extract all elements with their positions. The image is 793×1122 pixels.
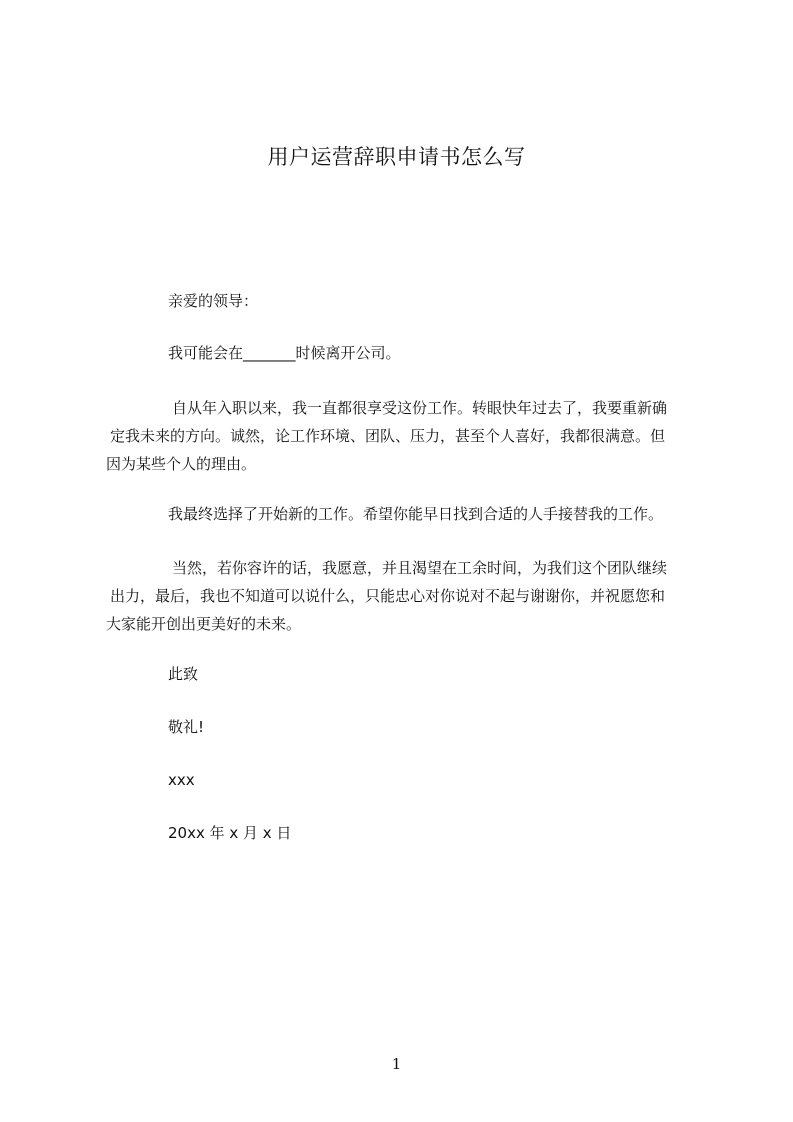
signature: xxx — [168, 771, 195, 789]
paragraph-line: 大家能开创出更美好的未来。 — [106, 615, 302, 633]
paragraph-thanks — [106, 554, 706, 638]
page-number: 1 — [391, 1055, 402, 1073]
paragraph-line: 出力，最后，我也不知道可以说什么，只能忠心对你说对不起与谢谢你，并祝愿您和 — [110, 587, 666, 605]
date-line: 20xx 年 x 月 x 日 — [168, 824, 292, 842]
paragraph-line: 定我未来的方向。诚然，论工作环境、团队、压力，甚至个人喜好，我都很满意。但 — [110, 427, 666, 445]
closing-salutation: 此致 — [168, 665, 199, 683]
document-title: 用户运营辞职申请书怎么写 — [267, 145, 526, 169]
paragraph-new-job: 我最终选择了开始新的工作。希望你能早日找到合适的人手接替我的工作。 — [168, 505, 664, 523]
closing-regards: 敬礼! — [168, 718, 205, 736]
paragraph-line: 自从年入职以来，我一直都很享受这份工作。转眼快年过去了，我要重新确 — [172, 399, 668, 417]
paragraph-line: 因为某些个人的理由。 — [106, 455, 257, 473]
paragraph-career — [106, 394, 706, 478]
greeting: 亲爱的领导： — [168, 292, 259, 310]
paragraph-line: 当然，若你容许的话，我愿意，并且渴望在工余时间，为我们这个团队继续 — [172, 559, 668, 577]
paragraph-leave-time: 我可能会在_______时候离开公司。 — [168, 344, 401, 362]
